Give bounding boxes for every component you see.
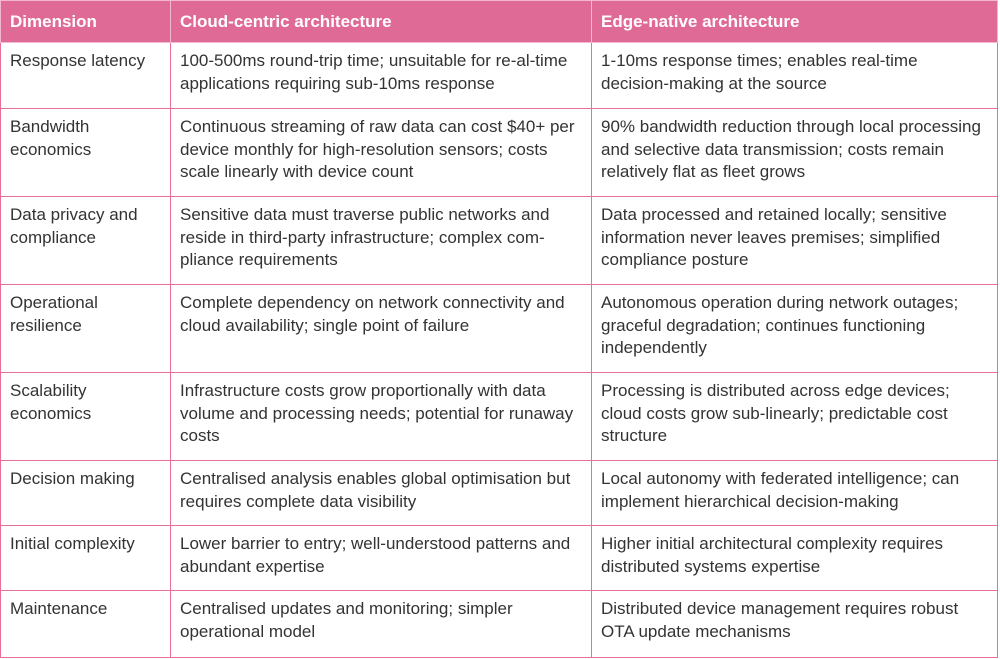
cloud-cell: Infrastructure costs grow proportionally with data volume and processing needs; potential for runaway costs	[171, 373, 592, 461]
edge-cell: 90% bandwidth reduction through local processing and selective data transmission; costs remain relatively flat as fleet grows	[592, 109, 998, 197]
table-row	[1, 526, 998, 591]
edge-cell: Data processed and retained locally; sensitive information never leaves premises; simplified compliance posture	[592, 197, 998, 285]
dimension-cell: Maintenance	[1, 591, 171, 658]
cloud-cell: Sensitive data must traverse public networks and reside in third-party infrastructure; complex com-pliance requirements	[171, 197, 592, 285]
table-row	[1, 591, 998, 658]
cloud-cell: Centralised updates and monitoring; simpler operational model	[171, 591, 592, 658]
cloud-cell: Centralised analysis enables global optimisation but requires complete data visibility	[171, 461, 592, 526]
table-row	[1, 197, 998, 285]
table-row	[1, 43, 998, 109]
header-edge-native: Edge-native architecture	[592, 1, 998, 43]
edge-cell: Autonomous operation during network outages; graceful degradation; continues functioning independently	[592, 285, 998, 373]
table-row	[1, 109, 998, 197]
cloud-cell: Lower barrier to entry; well-understood patterns and abundant expertise	[171, 526, 592, 591]
edge-cell: Local autonomy with federated intelligence; can implement hierarchical decision-making	[592, 461, 998, 526]
edge-cell: Processing is distributed across edge devices; cloud costs grow sub-linearly; predictable cost structure	[592, 373, 998, 461]
cloud-cell: Continuous streaming of raw data can cost $40+ per device monthly for high-resolution sensors; costs scale linearly with device count	[171, 109, 592, 197]
edge-cell: Distributed device management requires robust OTA update mechanisms	[592, 591, 998, 658]
table-row	[1, 461, 998, 526]
dimension-cell: Response latency	[1, 43, 171, 109]
dimension-cell: Data privacy and compliance	[1, 197, 171, 285]
dimension-cell: Bandwidth economics	[1, 109, 171, 197]
header-row	[1, 1, 998, 43]
edge-cell: Higher initial architectural complexity requires distributed systems expertise	[592, 526, 998, 591]
header-dimension: Dimension	[1, 1, 171, 43]
dimension-cell: Initial complexity	[1, 526, 171, 591]
dimension-cell: Decision making	[1, 461, 171, 526]
dimension-cell: Operational resilience	[1, 285, 171, 373]
dimension-cell: Scalability economics	[1, 373, 171, 461]
cloud-cell: 100-500ms round-trip time; unsuitable for re-al-time applications requiring sub-10ms response	[171, 43, 592, 109]
table-row	[1, 373, 998, 461]
cloud-cell: Complete dependency on network connectivity and cloud availability; single point of failure	[171, 285, 592, 373]
edge-cell: 1-10ms response times; enables real-time decision-making at the source	[592, 43, 998, 109]
header-cloud-centric: Cloud-centric architecture	[171, 1, 592, 43]
table-row	[1, 285, 998, 373]
